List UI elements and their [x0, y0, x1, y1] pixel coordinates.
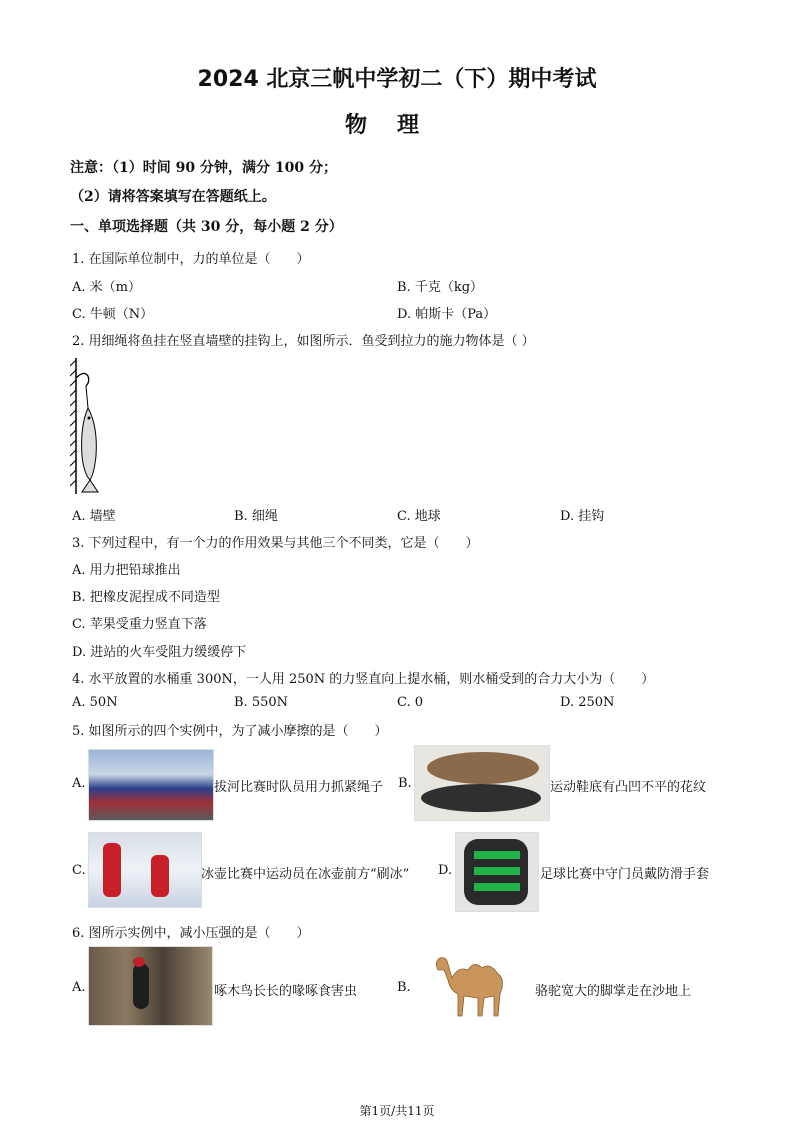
q5-option-a-text: 拔河比赛时队员用力抓紧绳子 [214, 780, 384, 795]
q5-option-d-label: D. [438, 863, 453, 878]
q2-option-c: C. 地球 [397, 509, 441, 524]
q2-stem: 2. 用细绳将鱼挂在竖直墙壁的挂钩上，如图所示．鱼受到拉力的施力物体是（ ） [72, 334, 535, 349]
goalkeeper-glove-photo [455, 832, 539, 912]
subject-title: 物理 [344, 113, 449, 138]
woodpecker-photo [88, 946, 213, 1026]
q5-stem: 5. 如图所示的四个实例中，为了减小摩擦的是（ ） [72, 724, 388, 739]
note-2: （2）请将答案填写在答题纸上。 [70, 189, 276, 205]
note-1: 注意：（1）时间 90 分钟，满分 100 分； [70, 160, 337, 176]
q5-option-a-label: A. [72, 776, 86, 791]
q3-option-b: B. 把橡皮泥捏成不同造型 [72, 590, 220, 605]
exam-title: 2024 北京三帆中学初二（下）期中考试 [197, 67, 597, 92]
q1-option-d: D. 帕斯卡（Pa） [397, 307, 497, 322]
q2-option-a: A. 墙壁 [72, 509, 116, 524]
tug-of-war-photo [88, 749, 214, 821]
q4-option-a: A. 50N [72, 695, 118, 710]
q6-option-a-text: 啄木鸟长长的喙啄食害虫 [214, 984, 358, 999]
q4-option-b: B. 550N [234, 695, 289, 710]
shoe-sole-photo [414, 745, 550, 821]
fish-on-hook-figure [70, 356, 110, 496]
q5-option-b-label: B. [398, 776, 412, 791]
q4-stem: 4. 水平放置的水桶重 300N，一人用 250N 的力竖直向上提水桶，则水桶受到的合力大小为（ ） [72, 672, 655, 687]
q5-option-c-label: C. [72, 863, 86, 878]
q5-option-d-text: 足球比赛中守门员戴防滑手套 [540, 867, 710, 882]
page-footer: 第1页/共11页 [359, 1104, 435, 1118]
q2-option-d: D. 挂钩 [560, 509, 605, 524]
q6-option-a-label: A. [72, 980, 86, 995]
camel-photo [428, 948, 520, 1022]
q5-option-b-text: 运动鞋底有凸凹不平的花纹 [550, 780, 707, 795]
q4-option-c: C. 0 [397, 695, 424, 710]
q1-option-b: B. 千克（kg） [397, 280, 484, 295]
q1-option-a: A. 米（m） [72, 280, 141, 295]
q2-option-b: B. 细绳 [234, 509, 278, 524]
q5-option-c-text: 冰壶比赛中运动员在冰壶前方“刷冰” [201, 867, 410, 882]
q6-option-b-text: 骆驼宽大的脚掌走在沙地上 [535, 984, 692, 999]
q3-option-a: A. 用力把铅球推出 [72, 563, 181, 578]
q4-option-d: D. 250N [560, 695, 615, 710]
q1-option-c: C. 牛顿（N） [72, 307, 154, 322]
curling-photo [88, 832, 202, 908]
q1-stem: 1. 在国际单位制中，力的单位是（ ） [72, 252, 310, 267]
q6-option-b-label: B. [397, 980, 411, 995]
q3-option-c: C. 苹果受重力竖直下落 [72, 617, 207, 632]
q3-option-d: D. 进站的火车受阻力缓缓停下 [72, 645, 247, 660]
q6-stem: 6. 图所示实例中，减小压强的是（ ） [72, 926, 310, 941]
q3-stem: 3. 下列过程中，有一个力的作用效果与其他三个不同类，它是（ ） [72, 536, 479, 551]
section-heading: 一、单项选择题（共 30 分，每小题 2 分） [70, 219, 343, 235]
